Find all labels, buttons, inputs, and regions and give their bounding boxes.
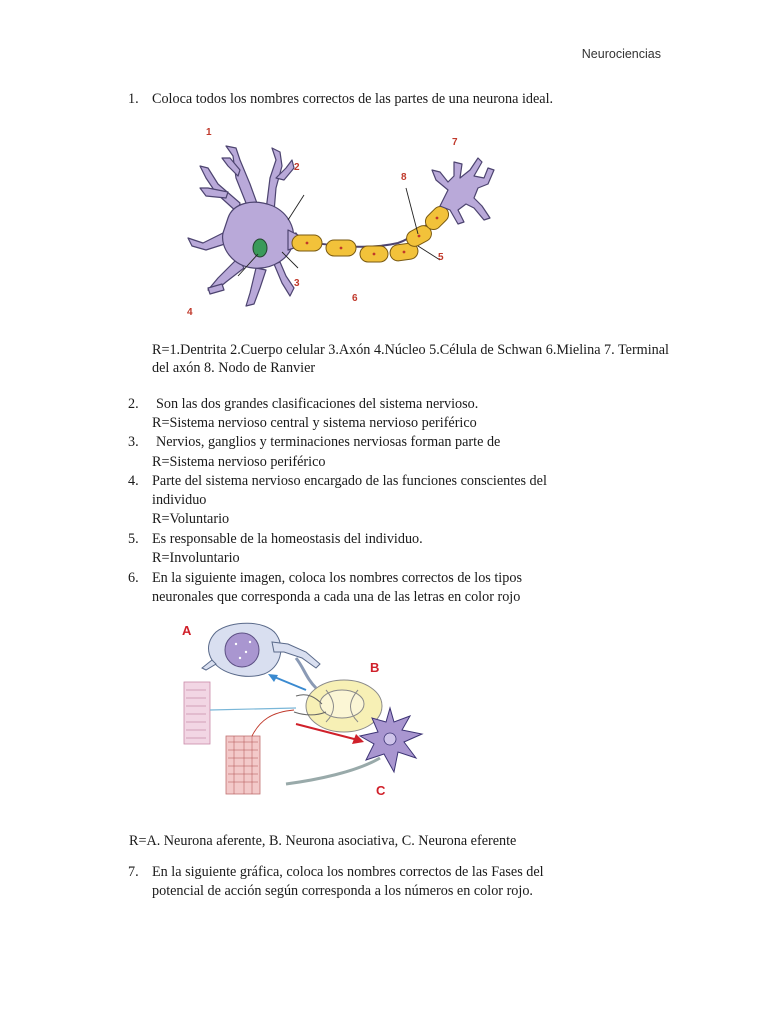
neuron-label-5: 5 xyxy=(438,252,444,263)
neuron-diagram xyxy=(178,118,518,323)
neuron-type-label-b: B xyxy=(370,660,380,675)
neuron-label-6: 6 xyxy=(352,293,358,304)
q4-text-line-2: individuo xyxy=(152,492,207,508)
neuron-type-label-c: C xyxy=(376,783,386,798)
q4-text-line-1: Parte del sistema nervioso encargado de las funciones conscientes del xyxy=(152,473,547,489)
q4-number: 4. xyxy=(128,473,139,489)
neuron-label-7: 7 xyxy=(452,137,458,148)
q3-text: Nervios, ganglios y terminaciones nerviosas forman parte de xyxy=(156,434,501,450)
neuron-label-1: 1 xyxy=(206,127,212,138)
q6-text-line-2: neuronales que corresponda a cada una de las letras en color rojo xyxy=(152,589,521,605)
q5-number: 5. xyxy=(128,531,139,547)
q6-number: 6. xyxy=(128,570,139,586)
q2-answer: R=Sistema nervioso central y sistema nervioso periférico xyxy=(152,415,477,431)
neuron-type-label-a: A xyxy=(182,623,192,638)
q5-answer: R=Involuntario xyxy=(152,550,240,566)
q7-text-line-1: En la siguiente gráfica, coloca los nombres correctos de las Fases del xyxy=(152,864,544,880)
q4-answer: R=Voluntario xyxy=(152,511,230,527)
q3-answer: R=Sistema nervioso periférico xyxy=(152,454,326,470)
q2-text: Son las dos grandes clasificaciones del sistema nervioso. xyxy=(156,396,479,412)
neuron-label-8: 8 xyxy=(401,172,407,183)
page-header: Neurociencias xyxy=(581,47,661,61)
neuron-label-3: 3 xyxy=(294,278,300,289)
q3-number: 3. xyxy=(128,434,139,450)
q2-number: 2. xyxy=(128,396,139,412)
q1-answer-line-2: del axón 8. Nodo de Ranvier xyxy=(152,360,316,376)
q1-answer-line-1: R=1.Dentrita 2.Cuerpo celular 3.Axón 4.Núcleo 5.Célula de Schwan 6.Mielina 7. Terminal xyxy=(152,342,669,358)
q1-number: 1. xyxy=(128,91,139,107)
q7-text-line-2: potencial de acción según corresponda a los números en color rojo. xyxy=(152,883,533,899)
neuron-label-2: 2 xyxy=(294,162,300,173)
neuron-types-diagram xyxy=(176,612,436,804)
q6-answer: R=A. Neurona aferente, B. Neurona asociativa, C. Neurona eferente xyxy=(129,833,517,849)
q6-text-line-1: En la siguiente imagen, coloca los nombres correctos de los tipos xyxy=(152,570,522,586)
q5-text: Es responsable de la homeostasis del individuo. xyxy=(152,531,423,547)
neuron-label-4: 4 xyxy=(187,307,193,318)
q7-number: 7. xyxy=(128,864,139,880)
q1-text: Coloca todos los nombres correctos de las partes de una neurona ideal. xyxy=(152,91,554,107)
